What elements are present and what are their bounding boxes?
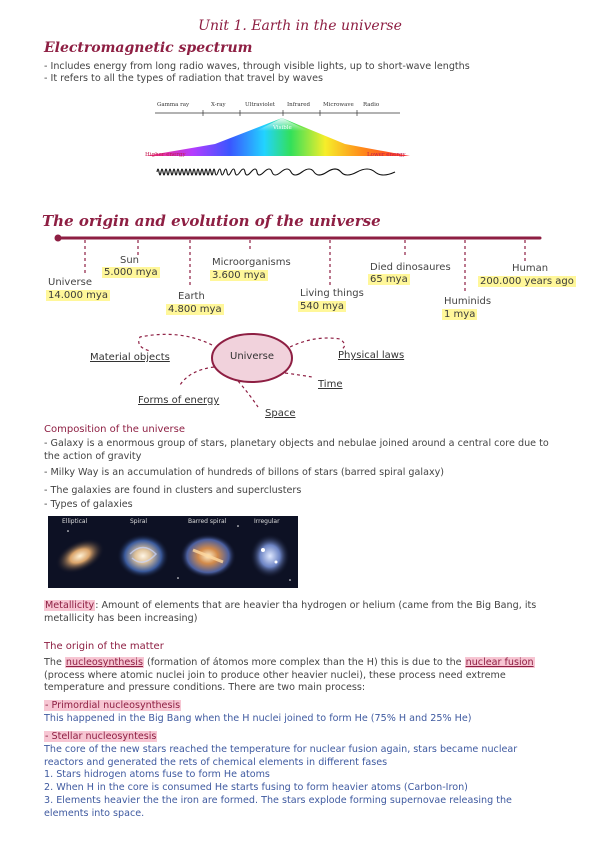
matter-text: (process where atomic nuclei join to produce other heavier nuclei), these process need extreme temperature and pressure conditions. There are two main process: (44, 669, 506, 693)
galaxy-label: Spiral (130, 518, 148, 525)
metallicity-text: : Amount of elements that are heavier tha hydrogen or helium (came from the Big Bang, its metallicity has been increasing) (44, 600, 537, 624)
metallicity-term: Metallicity (45, 600, 95, 611)
band-label: Radio (363, 102, 380, 108)
em-line-1: - Includes energy from long radio waves, through visible lights, up to short-wave lengths (44, 61, 470, 72)
band-label: Gamma ray (157, 102, 190, 108)
matter-paragraph (44, 657, 559, 695)
mindmap-item: Time (318, 379, 343, 390)
stellar-heading-text: - Stellar nucleosyntesis (45, 731, 157, 742)
mindmap-item: Forms of energy (138, 395, 220, 406)
em-heading: Electromagnetic spectrum (44, 40, 253, 56)
composition-line: - The galaxies are found in clusters and superclusters (44, 485, 302, 496)
band-label: Ultraviolet (245, 102, 275, 108)
stellar-line: 2. When H in the core is consumed He starts fusing to form heavier atoms (Carbon-Iron) (44, 782, 468, 793)
galaxy-label: Irregular (254, 518, 280, 525)
galaxy-label: Elliptical (62, 518, 88, 525)
lower-energy-label: Lower energy (367, 152, 406, 158)
timeline-value: 200.000 years ago (480, 276, 574, 287)
timeline-value: 1 mya (444, 309, 476, 320)
composition-line: - Types of galaxies (44, 499, 133, 510)
composition-line: - Galaxy is a enormous group of stars, planetary objects and nebulae joined around a central core due to the action of gravity (44, 438, 549, 462)
matter-text: (formation of átomos more complex than the H) this is due to the (147, 657, 462, 668)
band-label: Microwave (323, 102, 354, 108)
matter-heading: The origin of the matter (44, 641, 164, 652)
mindmap-item: Space (265, 408, 296, 419)
mindmap-center: Universe (230, 351, 274, 362)
timeline-value: 540 mya (300, 301, 345, 312)
stellar-line: The core of the new stars reached the temperature for nuclear fusion again, stars became nuclear reactors and generated the rets of chemical elements in different fases (44, 744, 518, 768)
stellar-line: 1. Stars hidrogen atoms fuse to form He atoms (44, 769, 270, 780)
timeline-label: Died dinosaures (370, 262, 451, 273)
timeline-value: 4.800 mya (168, 304, 222, 315)
primordial-heading (44, 700, 181, 713)
origin-heading: The origin and evolution of the universe (42, 212, 381, 230)
mindmap-item: Material objects (90, 352, 170, 363)
metallicity-paragraph (44, 600, 559, 625)
timeline-value: 5.000 mya (104, 267, 158, 278)
primordial-text: This happened in the Big Bang when the H nuclei joined to form He (75% H and 25% He) (44, 713, 472, 724)
stellar-heading (44, 731, 157, 744)
timeline-label: Sun (120, 255, 140, 266)
nuclear-fusion-term: nuclear fusion (465, 657, 534, 668)
timeline-label: Human (512, 263, 549, 274)
matter-text: The (44, 657, 62, 668)
timeline-value: 14.000 mya (48, 290, 108, 301)
timeline-label: Universe (48, 277, 92, 288)
nucleosynthesis-term: nucleosynthesis (65, 657, 143, 668)
galaxy-label: Barred spiral (188, 518, 227, 525)
galaxy-types-image (48, 516, 298, 588)
band-label: Infrared (287, 102, 311, 108)
timeline-label: Huminids (444, 296, 492, 307)
timeline-label: Microorganisms (212, 257, 291, 268)
composition-heading: Composition of the universe (44, 424, 186, 435)
timeline-label: Living things (300, 288, 364, 299)
stellar-line: 3. Elements heavier the the iron are formed. The stars explode forming supernovae releasing the elements into space. (44, 795, 512, 819)
primordial-heading-text: - Primordial nucleosynthesis (45, 700, 181, 711)
spectrum-graphic (145, 98, 410, 193)
band-label: X-ray (211, 102, 226, 108)
galaxy-graphic (48, 516, 298, 588)
spectrum-figure (145, 98, 410, 193)
page-title: Unit 1. Earth in the universe (198, 18, 402, 34)
em-line-2: - It refers to all the types of radiation that travel by waves (44, 73, 323, 84)
timeline-label: Earth (178, 291, 205, 302)
mindmap-item: Physical laws (338, 350, 405, 361)
timeline-value: 65 mya (370, 274, 408, 285)
timeline-value: 3.600 mya (212, 270, 266, 281)
composition-line: - Milky Way is an accumulation of hundreds of billons of stars (barred spiral galaxy) (44, 467, 445, 478)
higher-energy-label: Higher energy (145, 152, 186, 158)
mindmap-graphic (0, 325, 600, 425)
visible-label: Visible (273, 125, 292, 131)
